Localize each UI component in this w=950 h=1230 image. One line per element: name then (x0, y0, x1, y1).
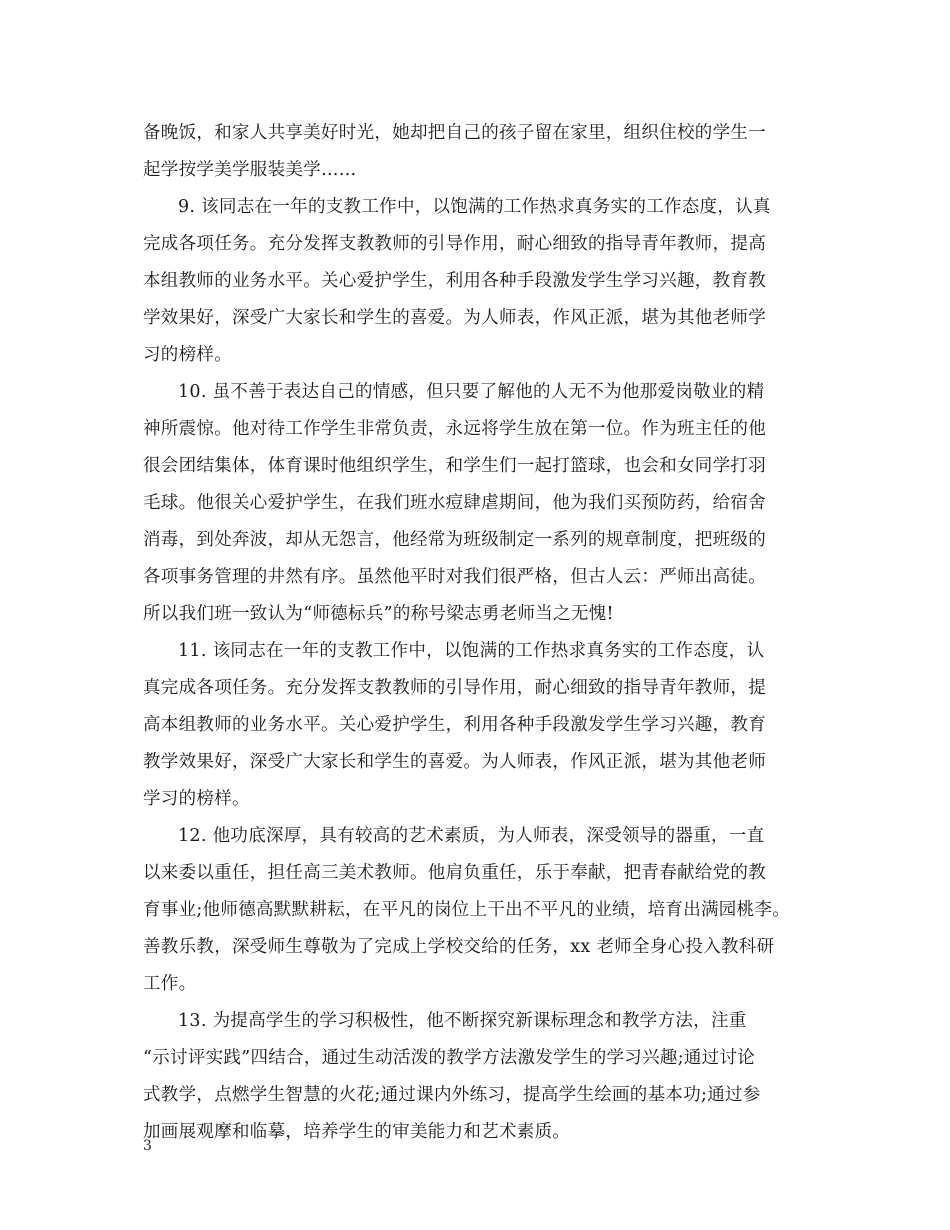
paragraph (143, 633, 823, 818)
paragraph (143, 189, 823, 374)
text-line: 10. 虽不善于表达自己的情感，但只要了解他的人无不为他那爱岗敬业的精 (178, 382, 765, 402)
text-line: 以来委以重任，担任高三美术教师。他肩负重任，乐于奉献，把青春献给党的教 (143, 863, 766, 883)
paragraph (143, 1003, 823, 1151)
paragraph (143, 374, 823, 633)
text-line: 起学按学美学服装美学…… (143, 160, 357, 180)
text-line: 真完成各项任务。充分发挥支教教师的引导作用，耐心细致的指导青年教师，提 (143, 678, 766, 698)
text-line: 11. 该同志在一年的支教工作中，以饱满的工作热求真务实的工作态度，认 (178, 641, 765, 661)
text-line: 本组教师的业务水平。关心爱护学生，利用各种手段激发学生学习兴趣，教育教 (143, 271, 766, 291)
document-body (143, 115, 823, 1151)
text-line: 学效果好，深受广大家长和学生的喜爱。为人师表，作风正派，堪为其他老师学 (143, 308, 766, 328)
text-line: 育事业;他师德高默默耕耘，在平凡的岗位上干出不平凡的业绩，培育出满园桃李。 (143, 900, 790, 920)
text-line: 12. 他功底深厚，具有较高的艺术素质，为人师表，深受领导的器重，一直 (178, 826, 765, 846)
text-line: 所以我们班一致认为“师德标兵”的称号梁志勇老师当之无愧! (143, 604, 614, 624)
text-line: 式教学，点燃学生智慧的火花;通过课内外练习，提高学生绘画的基本功;通过参 (143, 1085, 761, 1105)
page-number: 3 (143, 1138, 152, 1154)
paragraph (143, 818, 823, 1003)
text-line: 13. 为提高学生的学习积极性，他不断探究新课标理念和教学方法，注重 (178, 1011, 747, 1031)
text-line: 很会团结集体，体育课时他组织学生，和学生们一起打篮球，也会和女同学打羽 (143, 456, 766, 476)
text-line: “示讨评实践”四结合，通过生动活泼的教学方法激发学生的学习兴趣;通过讨论 (143, 1048, 756, 1068)
paragraph (143, 115, 823, 189)
text-line: 学习的榜样。 (143, 789, 250, 809)
text-line: 工作。 (143, 974, 197, 994)
text-line: 消毒，到处奔波，却从无怨言，他经常为班级制定一系列的规章制度，把班级的 (143, 530, 766, 550)
text-line: 备晚饭，和家人共享美好时光，她却把自己的孩子留在家里，组织住校的学生一 (143, 123, 766, 143)
text-line: 各项事务管理的井然有序。虽然他平时对我们很严格，但古人云：严师出高徒。 (143, 567, 766, 587)
text-line: 9. 该同志在一年的支教工作中，以饱满的工作热求真务实的工作态度，认真 (178, 197, 771, 217)
text-line: 教学效果好，深受广大家长和学生的喜爱。为人师表，作风正派，堪为其他老师 (143, 752, 766, 772)
text-line: 习的榜样。 (143, 345, 232, 365)
text-line: 高本组教师的业务水平。关心爱护学生，利用各种手段激发学生学习兴趣，教育 (143, 715, 766, 735)
text-line: 毛球。他很关心爱护学生，在我们班水痘肆虐期间，他为我们买预防药，给宿舍 (143, 493, 766, 513)
text-line: 善教乐教，深受师生尊敬为了完成上学校交给的任务，xx 老师全身心投入教科研 (143, 937, 775, 957)
text-line: 神所震惊。他对待工作学生非常负责，永远将学生放在第一位。作为班主任的他 (143, 419, 766, 439)
text-line: 完成各项任务。充分发挥支教教师的引导作用，耐心细致的指导青年教师，提高 (143, 234, 766, 254)
text-line: 加画展观摩和临摹，培养学生的审美能力和艺术素质。 (143, 1122, 571, 1142)
